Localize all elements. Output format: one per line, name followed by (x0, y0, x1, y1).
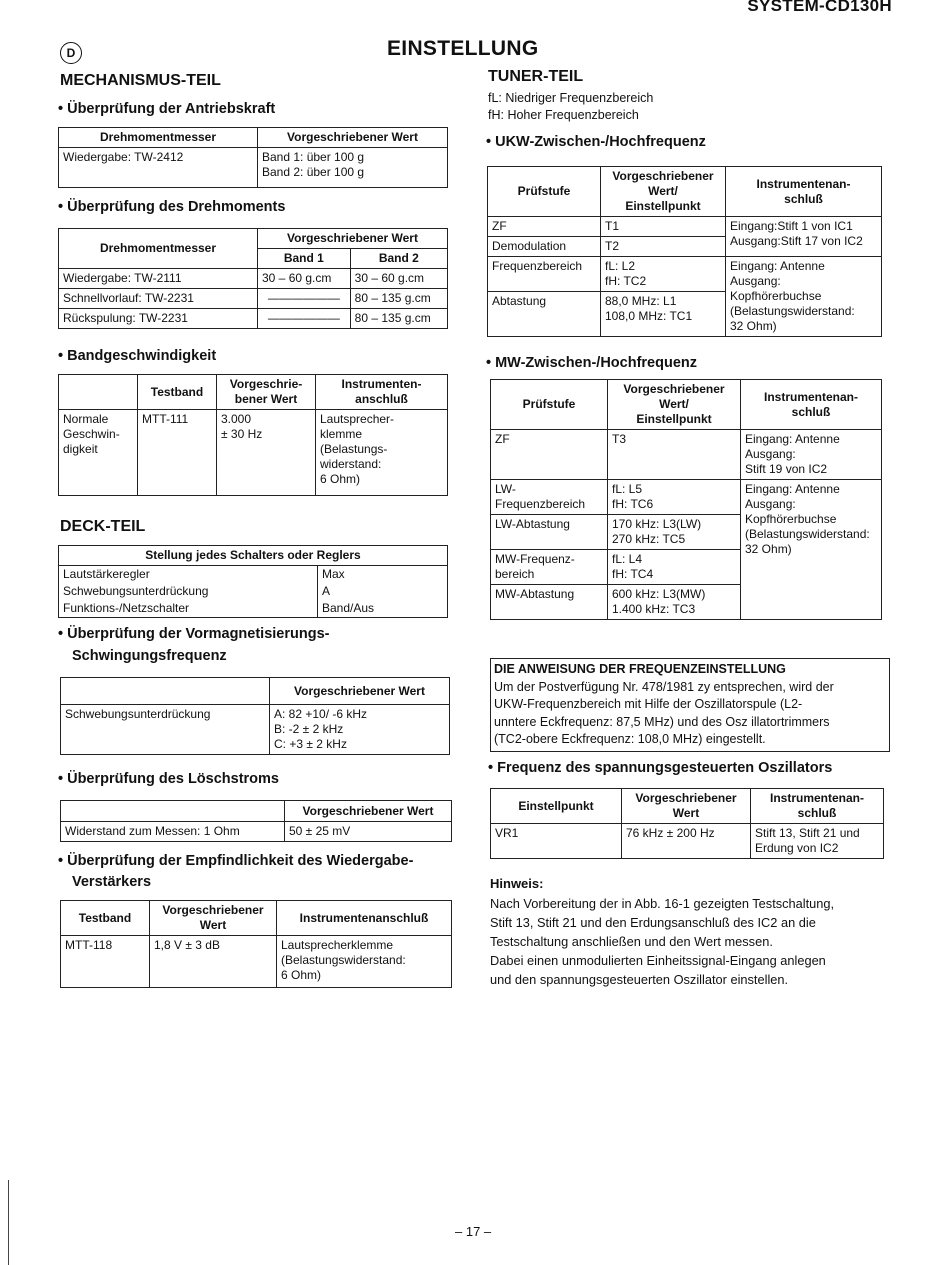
table-cell: Normale Geschwin- digkeit (59, 410, 138, 496)
table-header: Band 2 (350, 249, 447, 269)
table-cell: Eingang: Antenne Ausgang: Kopfhörerbuchse (Belastungswiderstand: 32 Ohm) (741, 480, 882, 620)
table-cell: Lautsprecher- klemme (Belastungs- widerstand: 6 Ohm) (316, 410, 448, 496)
table-cell: Stift 13, Stift 21 und Erdung von IC2 (751, 824, 884, 859)
sensitivity-table (60, 900, 452, 988)
page-title: EINSTELLUNG (387, 37, 539, 60)
table-cell: Schnellvorlauf: TW-2231 (59, 289, 258, 309)
table-cell: MW-Frequenz- bereich (491, 550, 608, 585)
table-cell: ―――――― (258, 289, 351, 309)
table-header: Testband (138, 375, 217, 410)
table-cell: T2 (601, 237, 726, 257)
table-cell: T1 (601, 217, 726, 237)
sensitivity-title-line2: Verstärkers (72, 874, 152, 890)
deck-section-title: DECK-TEIL (60, 518, 146, 535)
table-header: Vorgeschriebener Wert (258, 229, 448, 249)
table-cell: Abtastung (488, 292, 601, 337)
erase-current-title: • Überprüfung des Löschstroms (58, 771, 279, 787)
instruction-title: DIE ANWEISUNG DER FREQUENZEINSTELLUNG (494, 662, 786, 676)
table-header: Vorgeschrie- bener Wert (217, 375, 316, 410)
language-mark: D (60, 42, 82, 64)
table-header: Instrumentenanschluß (277, 901, 452, 936)
bias-title-line1: • Überprüfung der Vormagnetisierungs- (58, 626, 330, 642)
vco-table (490, 788, 884, 859)
hint-title: Hinweis: (490, 876, 544, 891)
table-cell: 1,8 V ± 3 dB (150, 936, 277, 988)
bias-title-line2: Schwingungsfrequenz (72, 648, 227, 664)
table-cell: MTT-111 (138, 410, 217, 496)
table-cell: Demodulation (488, 237, 601, 257)
table-cell: A (318, 583, 448, 600)
table-header: Einstellpunkt (491, 789, 622, 824)
table-cell: A: 82 +10/ -6 kHz B: -2 ± 2 kHz C: +3 ± 2 kHz (270, 705, 450, 755)
table-cell: Band/Aus (318, 600, 448, 618)
sensitivity-title-line1: • Überprüfung der Empfindlichkeit des Wiedergabe- (58, 853, 414, 869)
instruction-line: (TC2-obere Eckfrequenz: 108,0 MHz) eingestellt. (494, 732, 766, 746)
table-cell: 3.000 ± 30 Hz (217, 410, 316, 496)
table-header: Stellung jedes Schalters oder Reglers (59, 546, 448, 566)
table-header (59, 375, 138, 410)
fm-table (487, 166, 882, 337)
table-cell: Lautstärkeregler (59, 566, 318, 584)
table-cell: Eingang: Antenne Ausgang: Kopfhörerbuchse (Belastungswiderstand: 32 Ohm) (726, 257, 882, 337)
table-cell: ZF (488, 217, 601, 237)
table-header: Instrumentenan- schluß (726, 167, 882, 217)
am-if-title: • MW-Zwischen-/Hochfrequenz (486, 355, 698, 371)
table-cell: MW-Abtastung (491, 585, 608, 620)
fh-definition: fH: Hoher Frequenzbereich (488, 108, 639, 122)
table-header: Prüfstufe (491, 380, 608, 430)
fl-definition: fL: Niedriger Frequenzbereich (488, 91, 654, 105)
table-cell: fL: L4 fH: TC4 (608, 550, 741, 585)
vco-title: • Frequenz des spannungsgesteuerten Oszillators (488, 760, 833, 776)
drive-force-title: • Überprüfung der Antriebskraft (58, 101, 276, 117)
table-header: Instrumenten- anschluß (316, 375, 448, 410)
table-cell: Widerstand zum Messen: 1 Ohm (61, 822, 285, 842)
table-cell: VR1 (491, 824, 622, 859)
table-cell-line: Band 1: über 100 g (262, 150, 365, 164)
hint-line: Stift 13, Stift 21 und den Erdungsanschluß des IC2 an die (490, 915, 816, 930)
table-header: Drehmomentmesser (59, 229, 258, 269)
table-header: Vorgeschriebener Wert/ Einstellpunkt (601, 167, 726, 217)
table-cell (258, 148, 448, 188)
table-cell: Frequenzbereich (488, 257, 601, 292)
bias-table (60, 677, 450, 755)
table-header (61, 678, 270, 705)
hint-line: Nach Vorbereitung der in Abb. 16-1 gezeigten Testschaltung, (490, 896, 835, 911)
table-cell: 76 kHz ± 200 Hz (622, 824, 751, 859)
hint-text (490, 894, 885, 989)
page-number: – 17 – (455, 1224, 492, 1239)
table-cell: Schwebungsunterdrückung (59, 583, 318, 600)
torque-table (58, 228, 448, 329)
tape-speed-title: • Bandgeschwindigkeit (58, 348, 217, 364)
erase-current-table (60, 800, 452, 842)
table-header: Vorgeschriebener Wert (622, 789, 751, 824)
fm-if-title: • UKW-Zwischen-/Hochfrequenz (486, 134, 706, 150)
table-cell: T3 (608, 430, 741, 480)
table-cell: 600 kHz: L3(MW) 1.400 kHz: TC3 (608, 585, 741, 620)
table-cell: 30 – 60 g.cm (258, 269, 351, 289)
table-cell: fL: L2 fH: TC2 (601, 257, 726, 292)
hint-line: Dabei einen unmodulierten Einheitssignal-Eingang anlegen (490, 953, 826, 968)
am-table (490, 379, 882, 620)
table-cell: Eingang: Antenne Ausgang: Stift 19 von IC2 (741, 430, 882, 480)
model-name: SYSTEM-CD130H (747, 0, 892, 15)
table-cell: LW-Abtastung (491, 515, 608, 550)
margin-line (8, 1180, 9, 1265)
table-header: Vorgeschriebener Wert/ Einstellpunkt (608, 380, 741, 430)
tape-speed-table (58, 374, 448, 496)
table-header: Testband (61, 901, 150, 936)
table-cell: 170 kHz: L3(LW) 270 kHz: TC5 (608, 515, 741, 550)
table-header: Instrumentenan- schluß (741, 380, 882, 430)
table-cell: MTT-118 (61, 936, 150, 988)
hint-line: Testschaltung anschließen und den Wert messen. (490, 934, 773, 949)
table-cell: Lautsprecherklemme (Belastungswiderstand: 6 Ohm) (277, 936, 452, 988)
hint-line: und den spannungsgesteuerten Oszillator einstellen. (490, 972, 789, 987)
table-header: Drehmomentmesser (59, 128, 258, 148)
torque-title: • Überprüfung des Drehmoments (58, 199, 286, 215)
table-header: Instrumentenan- schluß (751, 789, 884, 824)
table-cell: 30 – 60 g.cm (350, 269, 447, 289)
frequency-instruction-box (490, 658, 890, 752)
mechanism-section-title: MECHANISMUS-TEIL (60, 72, 221, 89)
table-cell: Wiedergabe: TW-2111 (59, 269, 258, 289)
table-header: Vorgeschriebener Wert (258, 128, 448, 148)
table-header: Vorgeschriebener Wert (285, 801, 452, 822)
table-header: Vorgeschriebener Wert (150, 901, 277, 936)
table-cell: LW- Frequenzbereich (491, 480, 608, 515)
table-cell: ZF (491, 430, 608, 480)
table-header: Band 1 (258, 249, 351, 269)
table-cell: Eingang:Stift 1 von IC1 Ausgang:Stift 17 von IC2 (726, 217, 882, 257)
table-cell-line: Band 2: über 100 g (262, 165, 365, 179)
table-header: Prüfstufe (488, 167, 601, 217)
tuner-section-title: TUNER-TEIL (488, 68, 584, 85)
table-cell: 50 ± 25 mV (285, 822, 452, 842)
switch-table (58, 545, 448, 618)
table-cell: Rückspulung: TW-2231 (59, 309, 258, 329)
table-cell: ―――――― (258, 309, 351, 329)
table-cell: 80 – 135 g.cm (350, 309, 447, 329)
table-cell: Max (318, 566, 448, 584)
instruction-line: Um der Postverfügung Nr. 478/1981 zy entsprechen, wird der (494, 679, 834, 694)
table-header (61, 801, 285, 822)
table-cell: 88,0 MHz: L1 108,0 MHz: TC1 (601, 292, 726, 337)
table-cell: Schwebungsunterdrückung (61, 705, 270, 755)
instruction-line: UKW-Frequenzbereich mit Hilfe der Oszillatorspule (L2- (494, 697, 803, 711)
table-cell: Funktions-/Netzschalter (59, 600, 318, 618)
table-header: Vorgeschriebener Wert (270, 678, 450, 705)
table-cell: fL: L5 fH: TC6 (608, 480, 741, 515)
table-cell: 80 – 135 g.cm (350, 289, 447, 309)
instruction-line: unntere Eckfrequenz: 87,5 MHz) und des Osz illatortrimmers (494, 714, 830, 729)
table-cell: Wiedergabe: TW-2412 (59, 148, 258, 188)
drive-force-table (58, 127, 448, 188)
